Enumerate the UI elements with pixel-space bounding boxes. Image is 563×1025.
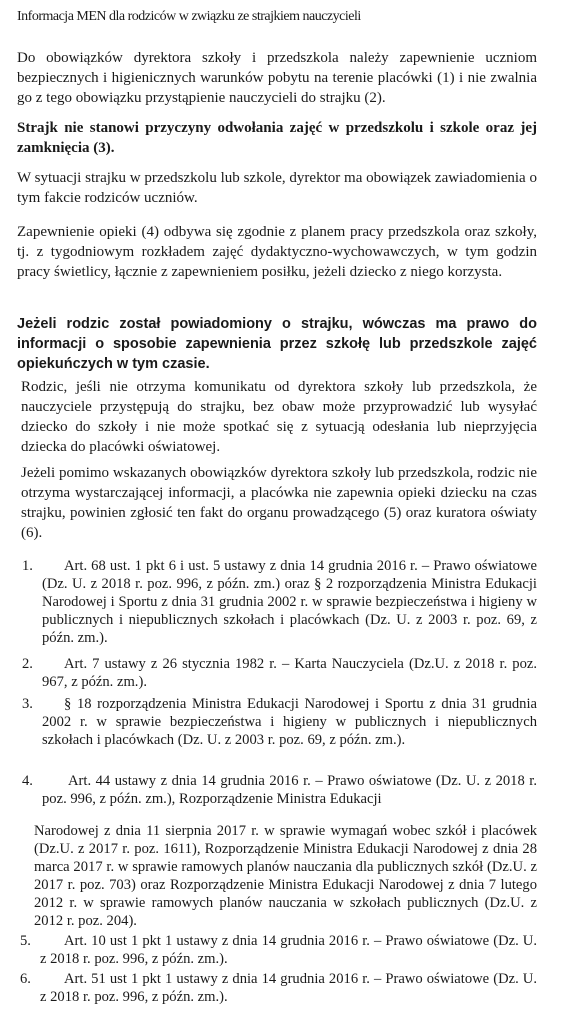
footnote-number: 1. — [22, 558, 33, 574]
footnote-text: Art. 51 ust 1 pkt 1 ustawy z dnia 14 grudnia 2016 r. – Prawo oświatowe (Dz. U. z 2018 r. poz. 996, z późn. zm.). — [40, 971, 537, 1005]
footnote-4 — [22, 772, 537, 808]
paragraph-parent-right-info: Jeżeli rodzic został powiadomiony o strajku, wówczas ma prawo do informacji o sposobie zapewnienia przez szkołę lub przedszkole zajęć opiekuńczych w tym czasie. — [17, 316, 537, 372]
footnote-text: Art. 7 ustawy z 26 stycznia 1982 r. – Karta Nauczyciela (Dz.U. z 2018 r. poz. 967, z późn. zm.). — [42, 656, 537, 690]
document-title: Informacja MEN dla rodziców w związku ze strajkiem nauczycieli — [17, 9, 361, 24]
paragraph-strike-no-closure: Strajk nie stanowi przyczyny odwołania zajęć w przedszkolu i szkole oraz jej zamknięcia (3). — [17, 120, 537, 156]
footnote-number: 2. — [22, 656, 33, 672]
footnote-number: 6. — [20, 971, 31, 987]
footnote-text: Art. 44 ustawy z dnia 14 grudnia 2016 r. – Prawo oświatowe (Dz. U. z 2018 r. poz. 996, z późn. zm.), Rozporządzenie Ministra Edukacji — [42, 773, 537, 807]
footnote-text: Art. 68 ust. 1 pkt 6 i ust. 5 ustawy z dnia 14 grudnia 2016 r. – Prawo oświatowe (Dz. U. z 2018 r. poz. 996, z późn. zm.) oraz § 2 rozporządzenia Ministra Edukacji Narodowej i Sportu z dnia 31 grudnia 2002 r. w sprawie bezpieczeństwa i higieny w publicznych i niepublicznych szkołach i placówkach (Dz. U. z 2003 r. poz. 69, z późn. zm.). — [42, 558, 537, 646]
footnote-text: § 18 rozporządzenia Ministra Edukacji Narodowej i Sportu z dnia 31 grudnia 2002 r. w sprawie bezpieczeństwa i higieny w publicznych i niepublicznych szkołach i placówkach (Dz. U. z 2003 r. poz. 69, z późn. zm.). — [42, 696, 537, 748]
paragraph-director-duties: Do obowiązków dyrektora szkoły i przedszkola należy zapewnienie uczniom bezpiecznych i higienicznych warunków pobytu na terenie placówki (1) i nie zwalnia go z tego obowiązku przystąpienie nauczycieli do strajku (2). — [17, 50, 537, 106]
paragraph-notify-parents: W sytuacji strajku w przedszkolu lub szkole, dyrektor ma obowiązek zawiadomienia o tym fakcie rodziców uczniów. — [17, 170, 537, 206]
footnote-1 — [22, 557, 537, 647]
footnote-text: Art. 10 ust 1 pkt 1 ustawy z dnia 14 grudnia 2016 r. – Prawo oświatowe (Dz. U. z 2018 r. poz. 996, z późn. zm.). — [40, 933, 537, 967]
footnote-number: 4. — [22, 773, 33, 789]
footnote-5 — [20, 932, 537, 968]
scan-artifact — [84, 685, 188, 691]
footnote-3 — [22, 695, 537, 749]
footnote-text-continuation: Narodowej z dnia 11 sierpnia 2017 r. w sprawie wymagań wobec szkół i placówek (Dz.U. z 2017 r. poz. 1611), Rozporządzenie Ministra Edukacji Narodowej z dnia 28 marca 2017 r. w sprawie ramowych planów nauczania dla publicznych szkół (Dz.U. z 2017 r. poz. 703) oraz Rozporządzenie Ministra Edukacji Narodowej z dnia 7 lutego 2012 r. w sprawie ramowych planów nauczania w szkołach publicznych (Dz.U. z 2012 r. poz. 204). — [34, 823, 537, 929]
paragraph-care-plan: Zapewnienie opieki (4) odbywa się zgodnie z planem pracy przedszkola oraz szkoły, tj. z tygodniowym rozkładem zajęć dydaktyczno-wychowawczych, w tym godzin pracy świetlicy, łącznie z zapewnieniem posiłku, jeżeli dziecko z niego korzysta. — [17, 224, 537, 280]
footnote-number: 3. — [22, 696, 33, 712]
paragraph-report-to-authority: Jeżeli pomimo wskazanych obowiązków dyrektora szkoły lub przedszkola, rodzic nie otrzyma wystarczającej informacji, a placówka nie zapewnia opieki dziecku na czas strajku, powinien zgłosić ten fakt do organu prowadzącego (5) oraz kuratora oświaty (6). — [21, 465, 537, 541]
footnote-number: 5. — [20, 933, 31, 949]
footnote-4-continuation — [34, 822, 537, 930]
paragraph-parent-no-message: Rodzic, jeśli nie otrzyma komunikatu od dyrektora szkoły lub przedszkola, że nauczyciele przystępują do strajku, bez obaw może przyprowadzić lub wysyłać dziecko do szkoły i nie może spotkać się z sytuacją odesłania lub nieprzyjęcia dziecka do placówki oświatowej. — [21, 379, 537, 455]
footnote-6 — [20, 970, 537, 1006]
